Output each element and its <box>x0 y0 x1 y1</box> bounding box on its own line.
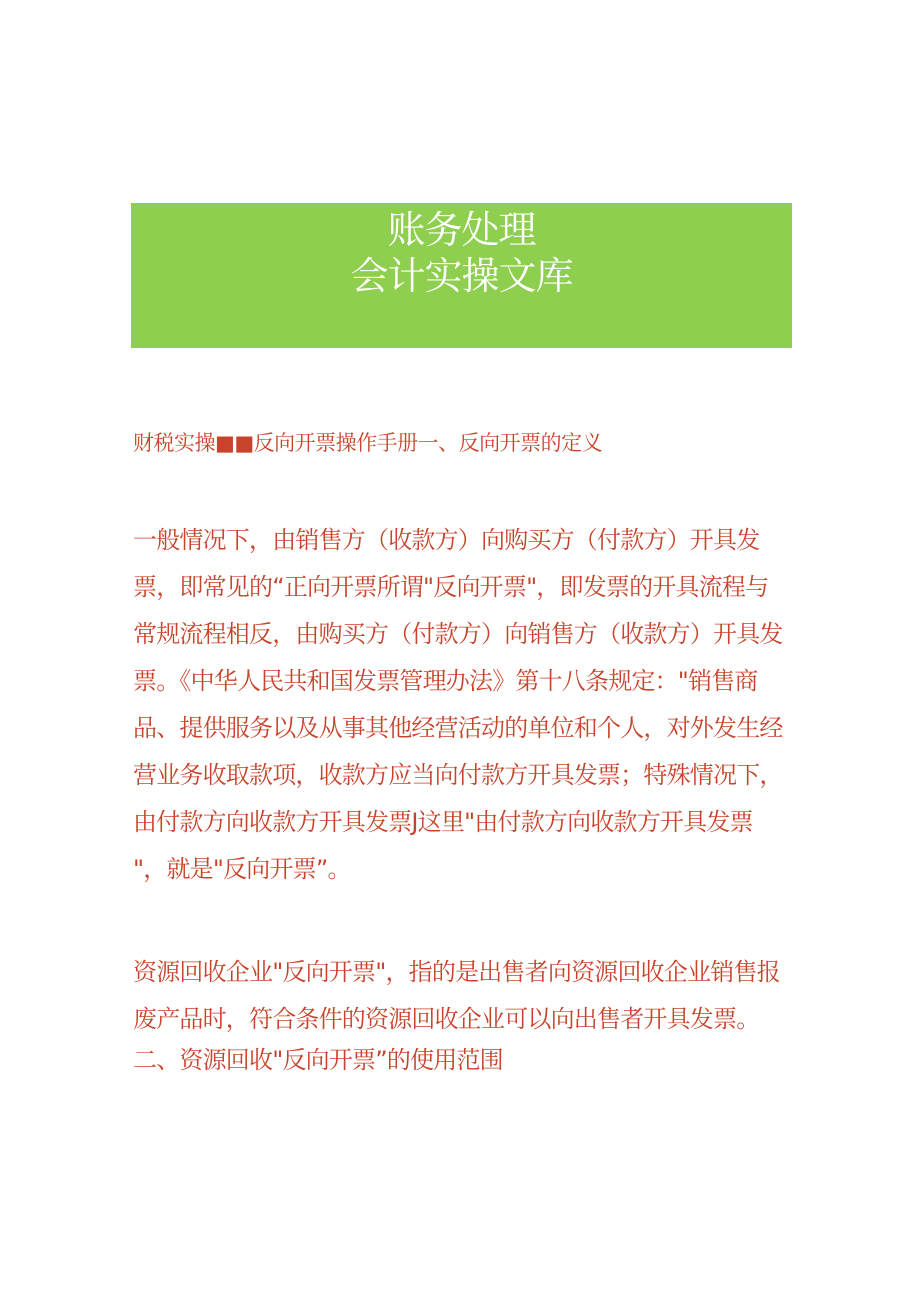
text-line: 票。《中华人民共和国发票管理办法》第十八条规定："销售商 <box>133 667 758 695</box>
text-line: 一般情况下，由销售方（收款方）向购买方（付款方）开具发 <box>133 526 760 554</box>
text-line: 废产品时，符合条件的资源回收企业可以向出售者开具发票。 <box>133 1005 760 1033</box>
text-line: 由付款方向收款方开具发票J这里"由付款方向收款方开具发票 <box>133 808 753 836</box>
article-heading: 财税实操■■反向开票操作手册一、反向开票的定义 <box>133 431 603 455</box>
text-line: "，就是"反向开票”。 <box>133 855 351 883</box>
text-line: 票，即常见的“正向开票所谓"反向开票"，即发票的开具流程与 <box>133 573 769 601</box>
text-line: 营业务收取款项，收款方应当向付款方开具发票；特殊情况下， <box>133 761 783 789</box>
section-heading: 二、资源回收"反向开票”的使用范围 <box>133 1046 503 1074</box>
text-line: 资源回收企业"反向开票"，指的是出售者向资源回收企业销售报 <box>133 958 780 986</box>
banner-subtitle: 会计实操文库 <box>350 254 573 298</box>
banner-title: 账务处理 <box>387 208 536 252</box>
title-banner <box>131 203 792 348</box>
text-line: 品、提供服务以及从事其他经营活动的单位和个人，对外发生经 <box>133 714 783 742</box>
text-line: 常规流程相反，由购买方（付款方）向销售方（收款方）开具发 <box>133 620 783 648</box>
